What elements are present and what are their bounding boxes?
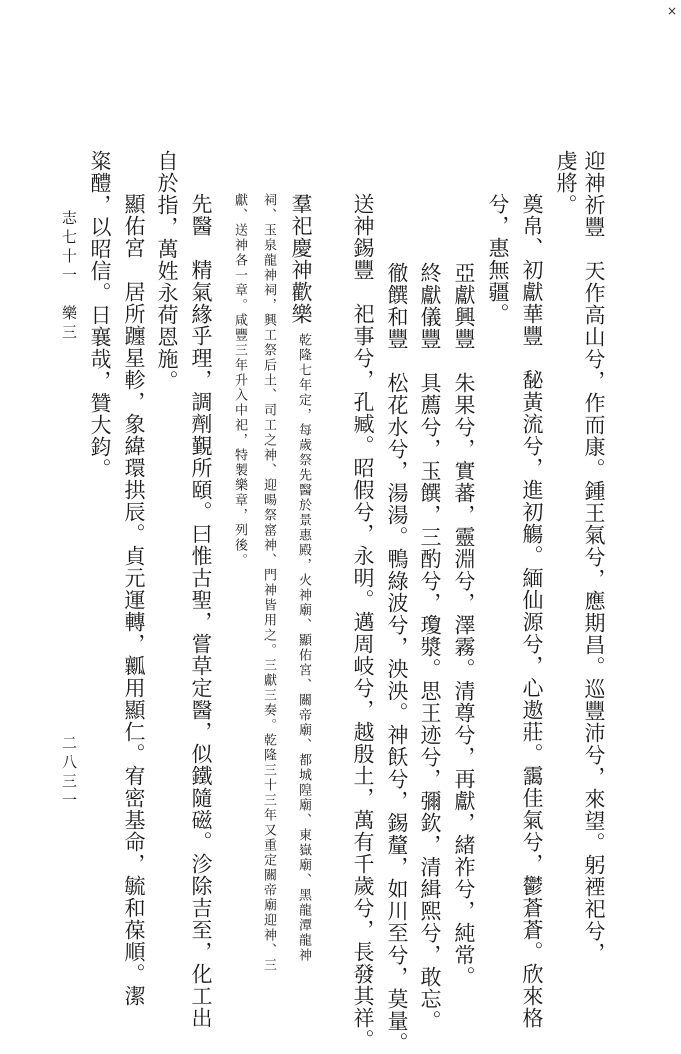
text-column-3: 奠帛、初獻華豐 馝黃流兮，進初觴。緬仙源兮，心遨莊。靄佳氣兮，鬱蒼蒼。欣來格: [520, 193, 544, 1029]
text-column-11: 顯佑宮 居所躔星軫，象緯環拱辰。貞元運轉，瓤用顯仁。宥密基命，毓和葆順。潔: [122, 193, 146, 1007]
text-column-12: 粢醴，以昭信。日襄哉，贊大鈞。: [88, 150, 112, 480]
text-column-4: 兮，惠無疆。: [486, 193, 510, 325]
text-column-6: 終獻儀豐 具薦兮，玉饌，三酌兮，瓊漿。思王迹兮，彌欽，清緝熙兮，敢忘。: [418, 262, 442, 1032]
text-column-9: 先醫 精氣緣乎理，調劑覲所頤。曰惟古聖，嘗草定醫，似鐵隨磁。沴除吉至，化工出: [189, 193, 213, 1029]
section-title: 羣祀慶神歡樂: [289, 193, 313, 325]
corner-mark: ×: [666, 4, 677, 18]
text-column-10: 自於指，萬姓永荷恩施。: [155, 150, 179, 392]
section-note-line-3: 獻、送神各一章。咸豐三年升入中祀，特製樂章，列後。: [232, 193, 247, 568]
text-column-8: 送神錫豐 祀事兮，孔臧。昭假兮，永明。邁周岐兮，越殷土，萬有千歲兮，長發其祥。: [351, 193, 375, 1051]
text-column-5: 亞獻興豐 朱果兮，實蕃，靈淵兮，澤霧。清尊兮，再獻，緒祚兮，純常。: [452, 262, 476, 988]
folio-page-number: 二八三一: [60, 735, 78, 811]
section-note-line-1: 乾隆七年定，每歲祭先醫於景惠殿，火神廟、顯佑宮、關帝廟、都城隍廟、東嶽廟、黑龍潭龍神: [296, 333, 311, 963]
text-column-1: 迎神祈豐 天作高山兮，作而康。鍾王氣兮，應期昌。巡豐沛兮，來望。躬禋祀兮，: [582, 150, 606, 964]
section-note-line-2: 祠、玉泉龍神祠，興工祭后土、司工之神、迎暘祭窰神、門神皆用之。三獻三奏。乾隆三十三年又重定關帝廟迎神、三: [261, 193, 276, 973]
text-column-7: 徹饌和豐 松花水兮，湯湯。鴨綠波兮，泱泱。神飫兮，錫釐，如川至兮，莫量。: [385, 262, 409, 1054]
folio-chapter: 志七十一 樂三: [60, 210, 78, 343]
text-column-2: 虔將。: [554, 150, 578, 216]
